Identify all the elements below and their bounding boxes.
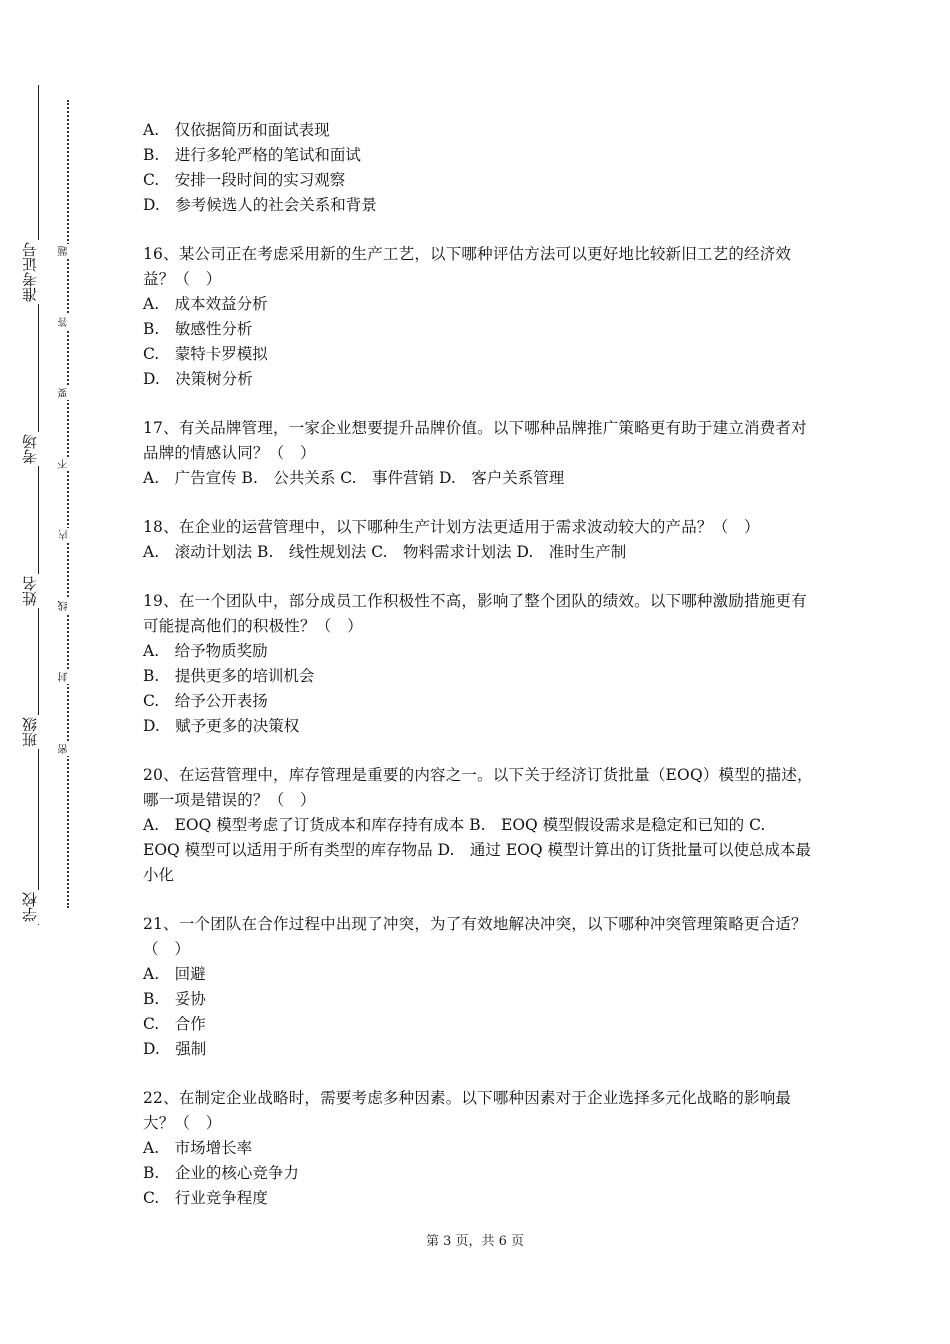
option: C. 合作	[143, 1015, 206, 1033]
question-stem: 21、一个团队在合作过程中出现了冲突，为了有效地解决冲突，以下哪种冲突管理策略更合适？（ ）	[143, 915, 807, 958]
question-19	[143, 589, 813, 739]
binding-solid-line	[38, 85, 39, 925]
inline-options: A. 滚动计划法 B. 线性规划法 C. 物料需求计划法 D. 准时生产制	[143, 543, 627, 561]
option: B. 企业的核心竞争力	[143, 1164, 299, 1182]
seal-char: 题	[59, 244, 77, 258]
label-class: 班级	[22, 715, 56, 749]
label-exam-number: 准考证号	[22, 240, 56, 304]
label-school: 学校	[22, 890, 56, 924]
option: C. 安排一段时间的实习观察	[143, 171, 346, 189]
question-20	[143, 763, 813, 888]
option: B. 敏感性分析	[143, 320, 253, 338]
option: B. 进行多轮严格的笔试和面试	[143, 146, 361, 164]
question-stem: 22、在制定企业战略时，需要考虑多种因素。以下哪种因素对于企业选择多元化战略的影响最大？（ ）	[143, 1089, 792, 1132]
seal-char: 密	[59, 742, 77, 756]
question-stem: 20、在运营管理中，库存管理是重要的内容之一。以下关于经济订货批量（EOQ）模型的描述，哪一项是错误的？（ ）	[143, 766, 813, 809]
question-16	[143, 242, 813, 392]
question-18	[143, 515, 813, 565]
exam-content	[143, 118, 813, 1235]
inline-options: A. EOQ 模型考虑了订货成本和库存持有成本 B. EOQ 模型假设需求是稳定和已知的 C. EOQ 模型可以适用于所有类型的库存物品 D. 通过 EOQ 模型计算出的订货批量可以使总成本最小化	[143, 816, 811, 884]
label-name: 姓名	[22, 574, 56, 608]
question-stem: 17、有关品牌管理，一家企业想要提升品牌价值。以下哪种品牌推广策略更有助于建立消费者对品牌的情感认同？（ ）	[143, 419, 807, 462]
inline-options: A. 广告宣传 B. 公共关系 C. 事件营销 D. 客户关系管理	[143, 469, 565, 487]
option: D. 赋予更多的决策权	[143, 717, 300, 735]
option: A. 给予物质奖励	[143, 642, 268, 660]
option: D. 强制	[143, 1040, 207, 1058]
seal-char: 线	[59, 599, 77, 613]
option: A. 仅依据简历和面试表现	[143, 121, 330, 139]
seal-char: 内	[59, 528, 77, 542]
question-stem: 19、在一个团队中，部分成员工作积极性不高，影响了整个团队的绩效。以下哪种激励措施更有可能提高他们的积极性？（ ）	[143, 592, 807, 635]
label-exam-room: 考场	[22, 432, 56, 466]
seal-char: 答	[59, 315, 77, 329]
option: C. 行业竞争程度	[143, 1189, 268, 1207]
seal-char: 封	[59, 670, 77, 684]
binding-margin	[0, 0, 110, 1344]
question-22	[143, 1086, 813, 1211]
question-21	[143, 912, 813, 1062]
option: C. 给予公开表扬	[143, 692, 268, 710]
seal-char: 要	[59, 386, 77, 400]
option: A. 回避	[143, 965, 206, 983]
option: D. 参考候选人的社会关系和背景	[143, 196, 377, 214]
option: A. 市场增长率	[143, 1139, 253, 1157]
question-17	[143, 416, 813, 491]
option: B. 妥协	[143, 990, 206, 1008]
option: D. 决策树分析	[143, 370, 253, 388]
seal-char: 不	[59, 457, 77, 471]
page-number: 第 3 页，共 6 页	[425, 1234, 525, 1249]
question-15-options	[143, 118, 813, 218]
question-stem: 18、在企业的运营管理中，以下哪种生产计划方法更适用于需求波动较大的产品？（ ）	[143, 518, 760, 536]
binding-dotted-line	[67, 100, 69, 908]
option: B. 提供更多的培训机会	[143, 667, 315, 685]
question-stem: 16、某公司正在考虑采用新的生产工艺，以下哪种评估方法可以更好地比较新旧工艺的经济效益？（ ）	[143, 245, 792, 288]
option: A. 成本效益分析	[143, 295, 268, 313]
option: C. 蒙特卡罗模拟	[143, 345, 268, 363]
